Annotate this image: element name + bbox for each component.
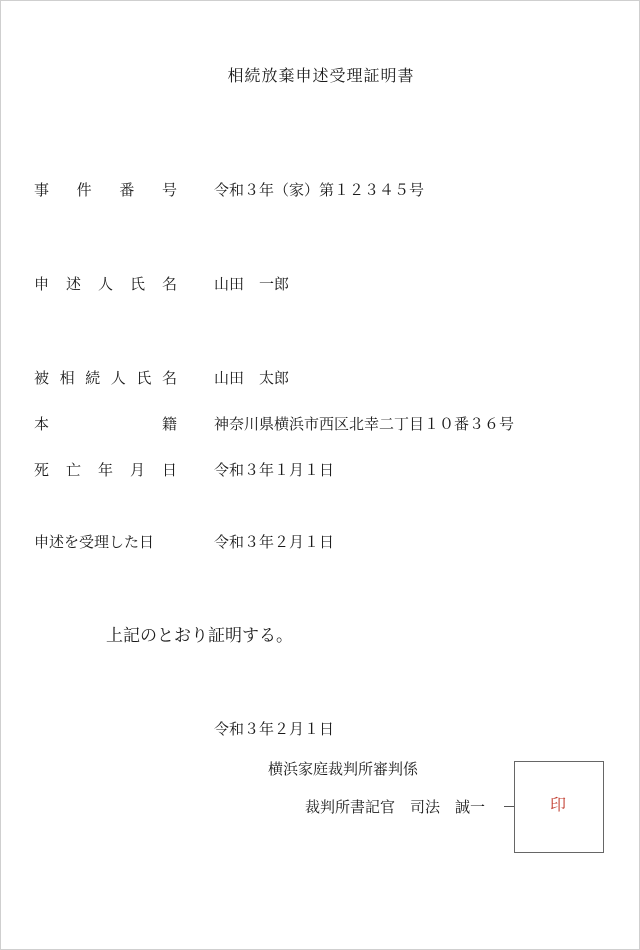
field-value: 神奈川県横浜市西区北幸二丁目１０番３６号 [214, 415, 515, 433]
field-label: 申述を受理した日 [34, 533, 155, 551]
clerk-signature: 裁判所書記官 司法 誠一 [305, 798, 486, 816]
field-label: 本 籍 [34, 415, 177, 433]
court-name: 横浜家庭裁判所審判係 [268, 760, 419, 778]
field-value: 令和３年２月１日 [214, 533, 335, 551]
field-value: 山田 一郎 [214, 275, 290, 293]
field-value: 令和３年（家）第１２３４５号 [214, 181, 425, 199]
seal-mark: 印 [549, 795, 566, 814]
field-label: 申 述 人 氏 名 [34, 275, 177, 293]
seal-box [514, 761, 604, 853]
field-label: 事 件 番 号 [34, 181, 177, 199]
field-value: 令和３年１月１日 [214, 461, 335, 479]
certification-statement: 上記のとおり証明する。 [106, 626, 293, 646]
field-label: 死 亡 年 月 日 [34, 461, 177, 479]
issue-date: 令和３年２月１日 [214, 720, 335, 738]
field-value: 山田 太郎 [214, 369, 290, 387]
document-title: 相続放棄申述受理証明書 [227, 66, 415, 85]
field-label: 被 相 続 人 氏 名 [34, 369, 177, 387]
